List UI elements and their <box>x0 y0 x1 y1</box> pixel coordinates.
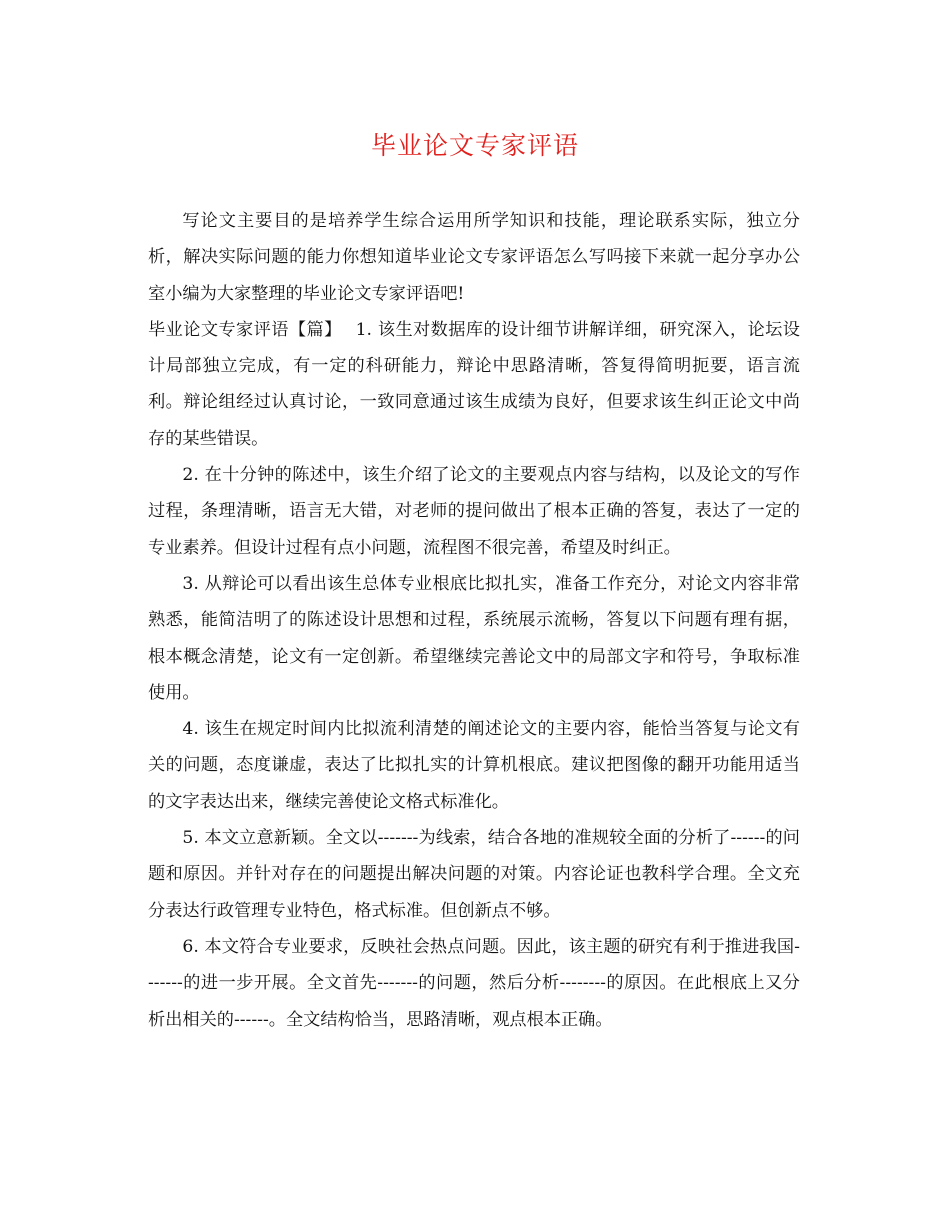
comment-6-paragraph: 6. 本文符合专业要求，反映社会热点问题。因此，该主题的研究有利于推进我国-------的进一步开展。全文首先-------的问题，然后分析--------的原因。在此根底上又分析出相关的------。全文结构恰当，思路清晰，观点根本正确。 <box>148 936 800 1030</box>
comment-1-text: 1. 该生对数据库的设计细节讲解详细，研究深入，论坛设计局部独立完成，有一定的科研能力，辩论中思路清晰，答复得简明扼要，语言流利。辩论组经过认真讨论，一致同意通过该生成绩为良好，但要求该生纠正论文中尚存的某些错误。 <box>148 319 800 449</box>
section-first-paragraph <box>148 312 800 457</box>
comment-3-paragraph: 3. 从辩论可以看出该生总体专业根底比拟扎实，准备工作充分，对论文内容非常熟悉，能简洁明了的陈述设计思想和过程，系统展示流畅，答复以下问题有理有据，根本概念清楚，论文有一定创新。希望继续完善论文中的局部文字和符号，争取标准使用。 <box>148 573 800 703</box>
intro-paragraph: 写论文主要目的是培养学生综合运用所学知识和技能，理论联系实际，独立分析，解决实际问题的能力你想知道毕业论文专家评语怎么写吗接下来就一起分享办公室小编为大家整理的毕业论文专家评语吧! <box>148 211 800 304</box>
document-title: 毕业论文专家评语 <box>370 131 579 160</box>
section-heading: 毕业论文专家评语【篇】 <box>148 319 342 340</box>
comment-5-paragraph: 5. 本文立意新颖。全文以-------为线索，结合各地的准规较全面的分析了------的问题和原因。并针对存在的问题提出解决问题的对策。内容论证也教科学合理。全文充分表达行政管理专业特色，格式标准。但创新点不够。 <box>148 828 800 921</box>
comment-2-paragraph: 2. 在十分钟的陈述中，该生介绍了论文的主要观点内容与结构，以及论文的写作过程，条理清晰，语言无大错，对老师的提问做出了根本正确的答复，表达了一定的专业素养。但设计过程有点小问题，流程图不很完善，希望及时纠正。 <box>148 465 800 558</box>
comment-4-paragraph: 4. 该生在规定时间内比拟流利清楚的阐述论文的主要内容，能恰当答复与论文有关的问题，态度谦虚，表达了比拟扎实的计算机根底。建议把图像的翻开功能用适当的文字表达出来，继续完善使论文格式标准化。 <box>148 719 800 812</box>
document-body <box>148 203 800 1038</box>
